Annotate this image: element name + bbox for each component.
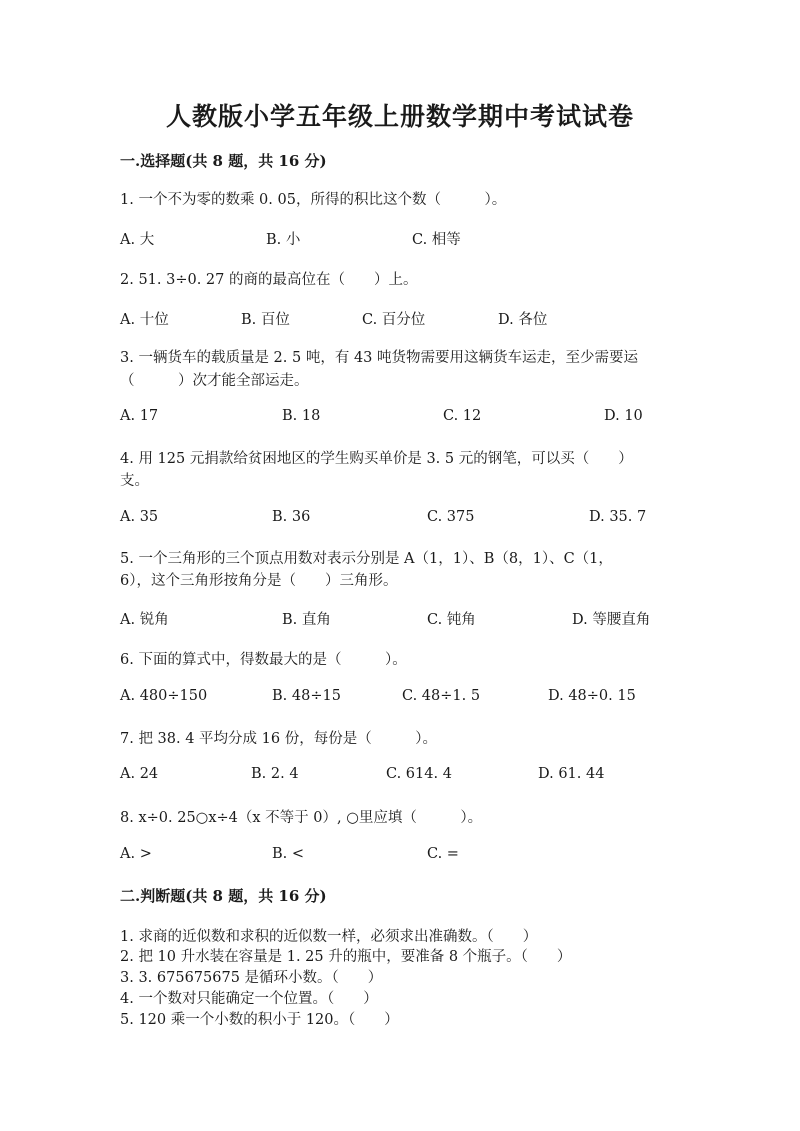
question-6-text: 6. 下面的算式中，得数最大的是（ ）。 [120, 652, 407, 668]
tf-item-4: 4. 一个数对只能确定一个位置。（ ） [120, 991, 378, 1007]
tf-item-3: 3. 3. 675675675 是循环小数。（ ） [120, 970, 383, 986]
question-1-text: 1. 一个不为零的数乘 0. 05，所得的积比这个数（ ）。 [120, 192, 507, 208]
tf-item-1: 1. 求商的近似数和求积的近似数一样，必须求出准确数。（ ） [120, 929, 538, 945]
q2-option-b: B. 百位 [241, 312, 290, 328]
q2-option-d: D. 各位 [498, 312, 548, 328]
question-4-text-line2: 支。 [120, 473, 149, 489]
q5-option-a: A. 锐角 [120, 612, 169, 628]
q7-option-c: C. 614. 4 [386, 766, 452, 782]
q5-option-d: D. 等腰直角 [572, 612, 651, 628]
question-5-text-line2: 6），这个三角形按角分是（ ）三角形。 [120, 573, 398, 589]
q5-option-c: C. 钝角 [427, 612, 476, 628]
q1-option-c: C. 相等 [412, 232, 461, 248]
q1-option-b: B. 小 [266, 232, 301, 248]
q8-option-a: A. > [120, 846, 152, 862]
section-heading-choice: 一.选择题(共 8 题，共 16 分) [120, 152, 327, 170]
question-7-text: 7. 把 38. 4 平均分成 16 份，每份是（ ）。 [120, 731, 437, 747]
question-8-text: 8. x÷0. 25○x÷4（x 不等于 0）, ○里应填（ ）。 [120, 810, 483, 826]
q7-option-b: B. 2. 4 [251, 766, 299, 782]
q1-option-a: A. 大 [120, 232, 155, 248]
q8-option-b: B. < [272, 846, 305, 862]
q6-option-b: B. 48÷15 [272, 688, 341, 704]
question-3-text-line1: 3. 一辆货车的载质量是 2. 5 吨，有 43 吨货物需要用这辆货车运走，至少需要运 [120, 350, 638, 366]
question-3-text-line2: （ ）次才能全部运走。 [120, 373, 309, 389]
q6-option-a: A. 480÷150 [120, 688, 208, 704]
q3-option-b: B. 18 [282, 408, 321, 424]
q3-option-d: D. 10 [604, 408, 643, 424]
q2-option-c: C. 百分位 [362, 312, 426, 328]
q8-option-c: C. = [427, 846, 459, 862]
question-5-text-line1: 5. 一个三角形的三个顶点用数对表示分别是 A（1，1）、B（8，1）、C（1， [120, 551, 613, 567]
q3-option-c: C. 12 [443, 408, 482, 424]
q2-option-a: A. 十位 [120, 312, 169, 328]
q6-option-d: D. 48÷0. 15 [548, 688, 636, 704]
tf-item-5: 5. 120 乘一个小数的积小于 120。（ ） [120, 1012, 399, 1028]
tf-item-2: 2. 把 10 升水装在容量是 1. 25 升的瓶中，要准备 8 个瓶子。（ ） [120, 949, 572, 965]
q4-option-d: D. 35. 7 [589, 509, 647, 525]
q5-option-b: B. 直角 [282, 612, 331, 628]
q7-option-d: D. 61. 44 [538, 766, 605, 782]
q4-option-a: A. 35 [120, 509, 159, 525]
q4-option-b: B. 36 [272, 509, 311, 525]
q3-option-a: A. 17 [120, 408, 159, 424]
question-2-text: 2. 51. 3÷0. 27 的商的最高位在（ ）上。 [120, 272, 418, 288]
section-heading-true-false: 二.判断题(共 8 题，共 16 分) [120, 887, 327, 905]
exam-title: 人教版小学五年级上册数学期中考试试卷 [165, 102, 634, 131]
question-4-text-line1: 4. 用 125 元捐款给贫困地区的学生购买单价是 3. 5 元的钢笔，可以买（ ） [120, 451, 633, 467]
q6-option-c: C. 48÷1. 5 [402, 688, 481, 704]
q7-option-a: A. 24 [120, 766, 159, 782]
q4-option-c: C. 375 [427, 509, 475, 525]
